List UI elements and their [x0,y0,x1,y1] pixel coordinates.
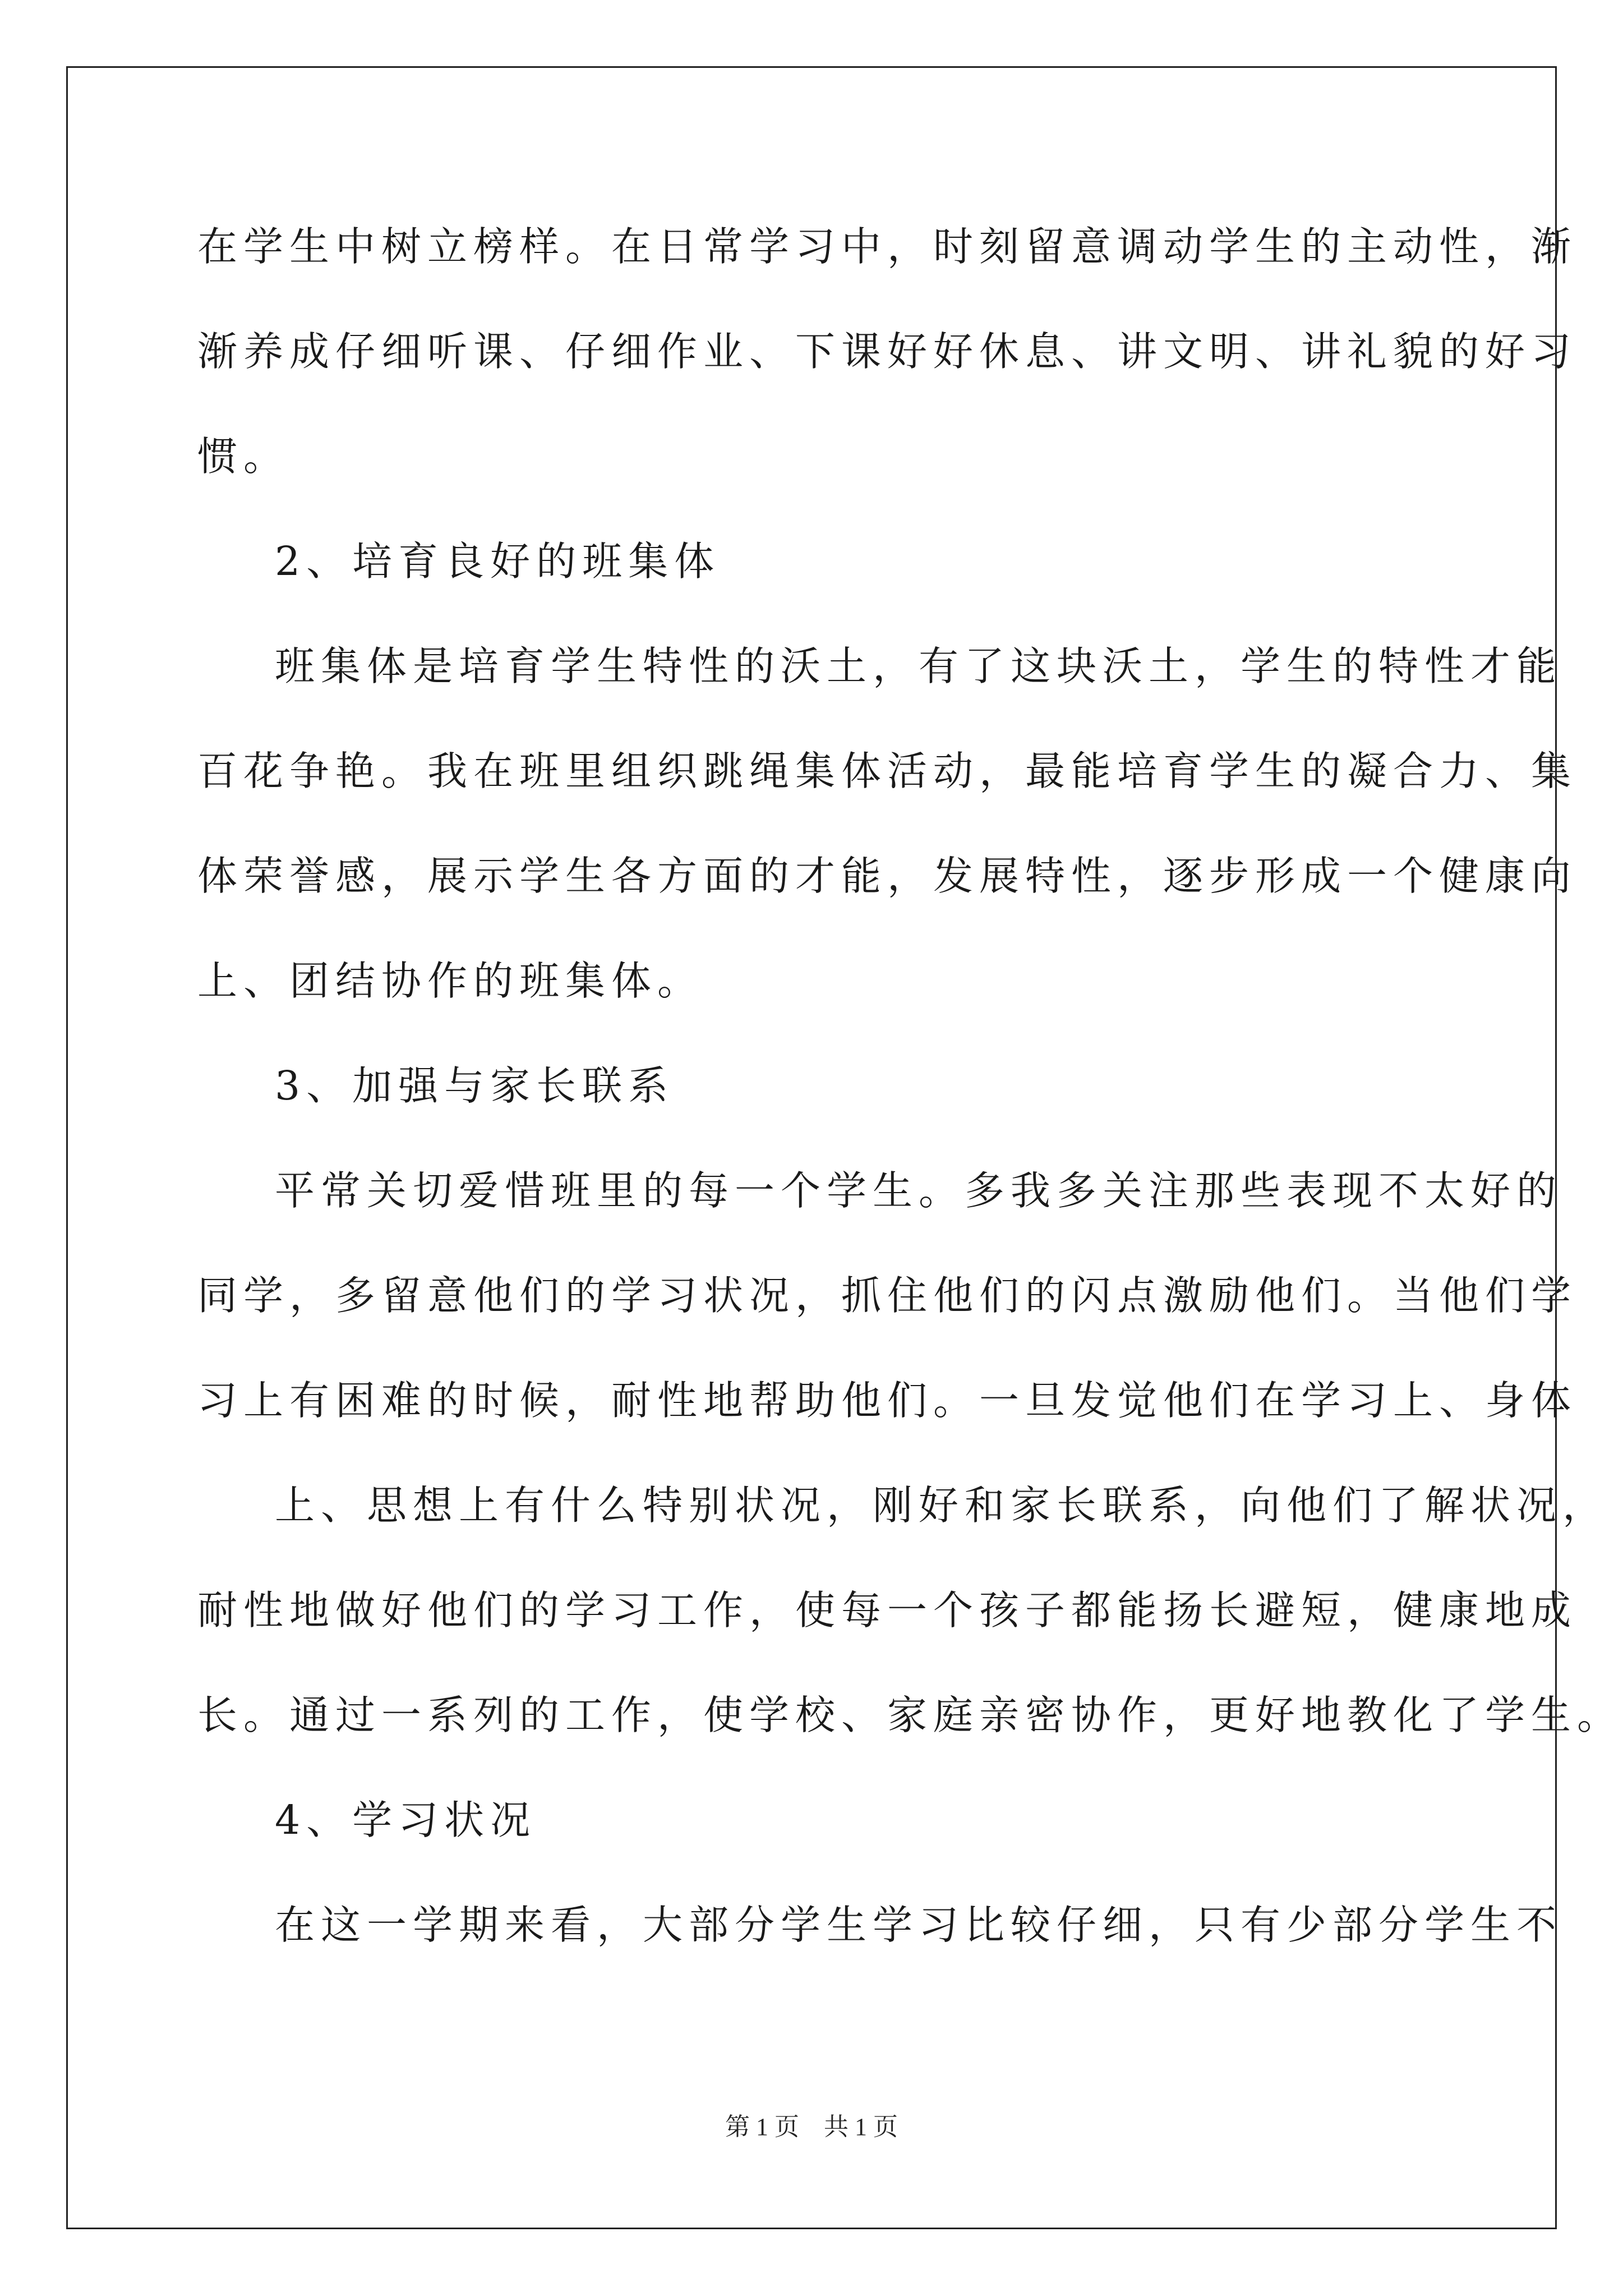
section-heading: 2、培育良好的班集体 [275,538,721,585]
paragraph-line: 上、团结协作的班集体。 [197,958,704,1004]
paragraph-line: 长。通过一系列的工作，使学校、家庭亲密协作，更好地教化了学生。 [197,1692,1623,1738]
paragraph-line: 在这一学期来看，大部分学生学习比较仔细，只有少部分学生不 [275,1902,1563,1948]
section-heading: 4、学习状况 [275,1797,537,1843]
paragraph-line: 班集体是培育学生特性的沃土，有了这块沃土，学生的特性才能 [275,643,1563,689]
paragraph-line: 上、思想上有什么特别状况，刚好和家长联系，向他们了解状况， [275,1482,1609,1529]
paragraph-line: 百花争艳。我在班里组织跳绳集体活动，最能培育学生的凝合力、集 [197,748,1578,794]
paragraph-line: 在学生中树立榜样。在日常学习中，时刻留意调动学生的主动性，渐 [197,223,1578,270]
paragraph-line: 渐养成仔细听课、仔细作业、下课好好休息、讲文明、讲礼貌的好习 [197,328,1578,375]
paragraph-line: 同学，多留意他们的学习状况，抓住他们的闪点激励他们。当他们学 [197,1272,1578,1319]
paragraph-line: 惯。 [197,433,290,480]
page-footer: 第 1 页 共 1 页 [725,2113,898,2141]
paragraph-line: 体荣誉感，展示学生各方面的才能，发展特性，逐步形成一个健康向 [197,853,1578,899]
paragraph-line: 习上有困难的时候，耐性地帮助他们。一旦发觉他们在学习上、身体 [197,1377,1578,1424]
section-heading: 3、加强与家长联系 [275,1062,675,1109]
paragraph-line: 耐性地做好他们的学习工作，使每一个孩子都能扬长避短，健康地成 [197,1587,1578,1634]
paragraph-line: 平常关切爱惜班里的每一个学生。多我多关注那些表现不太好的 [275,1167,1563,1214]
